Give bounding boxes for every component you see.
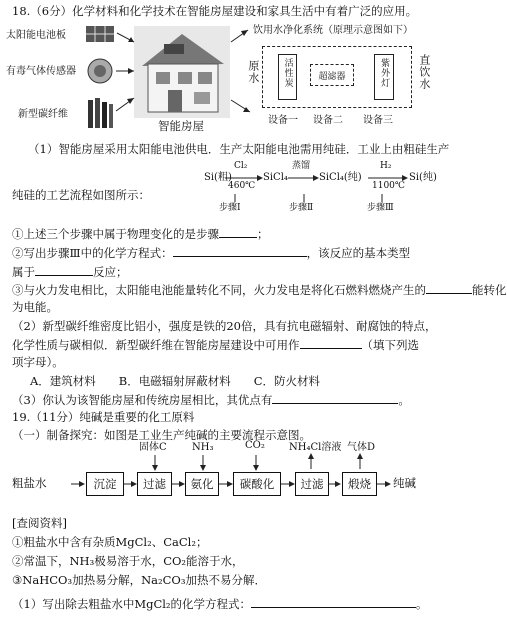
q18-options: A．建筑材料 B．电磁辐射屏蔽材料 C．防火材料	[30, 374, 321, 388]
q19-title: 19.（11分）纯碱是重要的化工原料	[12, 410, 195, 424]
answer-blank[interactable]	[300, 337, 362, 349]
q18-1b: ②写出步骤Ⅲ中的化学方程式： ，该反应的基本类型	[12, 246, 411, 260]
q18-title: 18.（6分）化学材料和化学技术在智能房屋建设和家具生活中有着广泛的应用。	[12, 4, 418, 18]
activated-carbon-box: 活性炭	[278, 54, 297, 100]
device-2-label: 设备二	[313, 115, 343, 126]
direct-drink-label: 直饮水	[417, 54, 431, 90]
q18-2: （2）新型碳纤维密度比铝小，强度是铁的20倍，具有抗电磁辐射、耐腐蚀的特点，	[12, 319, 437, 333]
proc-h2: H₂	[380, 161, 392, 171]
q18-1b2: 属于 反应；	[12, 265, 128, 279]
q19-sub: （一）制备探究：如图是工业生产纯碱的主要流程示意图。	[12, 428, 311, 442]
q18-1a: ①上述三个步骤中属于物理变化的是步骤 ；	[12, 227, 269, 241]
flow-step-calcine: 煅烧	[342, 472, 377, 496]
answer-blank[interactable]	[426, 282, 472, 294]
q18-2c: 项字母）。	[12, 355, 64, 369]
uv-lamp-box: 紫外灯	[374, 54, 394, 100]
house-label: 智能房屋	[158, 119, 204, 133]
ref-3: ③NaHCO₃加热易分解，Na₂CO₃加热不易分解．	[12, 573, 266, 587]
answer-blank[interactable]	[272, 392, 398, 404]
proc-distill: 蒸馏	[292, 161, 311, 171]
answer-blank[interactable]	[35, 264, 93, 276]
carbon-fiber-icon	[86, 96, 114, 130]
q18-2b: 化学性质与碳相似．新型碳纤维在智能房屋建设中可用作 （填下列选	[12, 338, 419, 352]
device-3-label: 设备三	[363, 115, 393, 126]
proc-si-pure: Si(纯)	[409, 172, 437, 183]
device-1-label: 设备一	[268, 115, 298, 126]
flow-output-gas-d: 气体D	[347, 442, 376, 453]
proc-si-crude: Si(粗)	[204, 172, 232, 183]
carbon-label: 新型碳纤维	[18, 109, 68, 120]
flow-step-filter-1: 过滤	[137, 472, 172, 496]
flow-input-solid-c: 固体C	[139, 442, 167, 453]
q18-1c: ③与火力发电相比，太阳能电池能量转化不同，火力发电是将化石燃料燃烧产生的 能转化	[12, 283, 507, 297]
proc-sicl4-pure: SiCl₄(纯)	[319, 172, 362, 183]
solar-panel-icon	[85, 24, 115, 44]
ref-1: ①粗盐水中含有杂质MgCl₂、CaCl₂；	[12, 535, 208, 549]
flow-input-nh3: NH₃	[192, 442, 214, 453]
proc-1100: 1100℃	[372, 181, 405, 191]
answer-blank[interactable]	[173, 245, 307, 257]
smart-house-image	[134, 26, 230, 118]
solar-label: 太阳能电池板	[6, 30, 66, 41]
answer-blank[interactable]	[251, 596, 416, 608]
q18-p1-intro: （1）智能房屋采用太阳能电池供电．生产太阳能电池需用纯硅．工业上由粗硅生产	[28, 142, 450, 156]
sensor-label: 有毒气体传感器	[6, 66, 76, 77]
sensor-icon	[86, 57, 114, 85]
ultrafilter-box: 超滤器	[310, 64, 354, 86]
flow-end: 纯碱	[393, 476, 416, 490]
flow-start: 粗盐水	[12, 476, 47, 490]
flow-step-precipitate: 沉淀	[86, 472, 124, 496]
proc-sicl4: SiCl₄	[263, 172, 288, 183]
q18-3: （3）你认为该智能房屋和传统房屋相比，其优点有 。	[12, 393, 410, 407]
answer-blank[interactable]	[219, 226, 257, 238]
step-3-label: 步骤Ⅲ	[367, 203, 394, 213]
flow-step-ammoniate: 氨化	[185, 472, 219, 496]
q18-p1-intro2: 纯硅的工艺流程如图所示：	[12, 188, 150, 202]
flow-input-co2: CO₂	[245, 440, 265, 451]
raw-water-label: 原水	[246, 60, 260, 84]
q18-1c2: 为电能。	[12, 300, 58, 314]
proc-cl2: Cl₂	[234, 161, 248, 171]
flow-step-carbonate: 碳酸化	[233, 472, 281, 496]
step-1-label: 步骤Ⅰ	[219, 203, 241, 213]
water-system-title: 饮用水净化系统（原理示意图如下）	[253, 25, 413, 36]
step-2-label: 步骤Ⅱ	[289, 203, 314, 213]
q19-1: （1）写出除去粗盐水中MgCl₂的化学方程式： 。	[12, 597, 428, 611]
flow-step-filter-2: 过滤	[295, 472, 329, 496]
ref-title: [查阅资料]	[12, 516, 67, 530]
proc-460: 460℃	[228, 181, 256, 191]
flow-output-nh4cl: NH₄Cl溶液	[289, 442, 342, 453]
ref-2: ②常温下，NH₃极易溶于水，CO₂能溶于水，	[12, 554, 244, 568]
